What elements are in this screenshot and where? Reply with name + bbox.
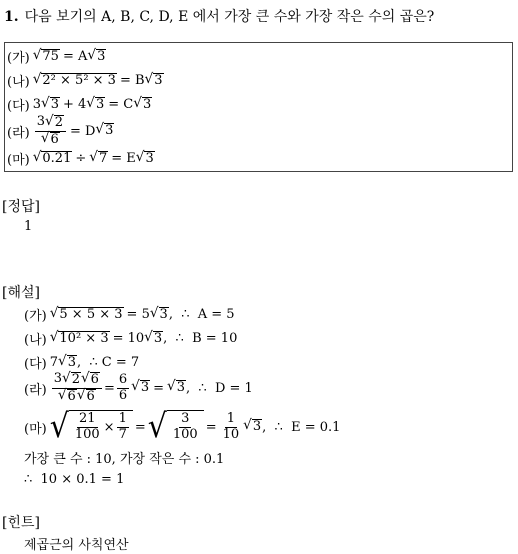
question — [4, 6, 434, 26]
sqrt: √ 3 — [131, 378, 150, 396]
explanation-summary: 가장 큰 수 : 10, 가장 작은 수 : 0.1 — [24, 452, 225, 467]
explanation-da: (다) 7 √ 3 , ∴ C = 7 — [24, 352, 140, 372]
choice-na: (나) √ 2² × 5² × 3 = B √ 3 — [7, 70, 163, 90]
explanation-na: (나) √ 10² × 3 = 10 √ 3 , ∴ B = 10 — [24, 328, 238, 348]
sqrt: √ 10² × 3 — [49, 328, 109, 346]
fraction: $\frac{1}{10}$ — [222, 410, 240, 442]
explanation-ra: (라) 3 √ 2 √ 6 √ 6 √ 6 = $\frac{6}{6}$ √ 3 = √ 3 , ∴ D = 1 — [24, 370, 253, 404]
fraction: 3 √ 2 √ 6 √ 6 √ 6 — [52, 372, 102, 405]
choices-box — [4, 42, 513, 172]
big-sqrt: √ $\frac{3}{100}$ — [148, 410, 204, 444]
fraction: 3 √ 2 √ 6 — [35, 115, 66, 148]
sqrt: √ 2² × 5² × 3 — [32, 70, 116, 88]
answer-label: [정답] — [2, 199, 40, 215]
sqrt: √ 3 — [144, 70, 163, 88]
choice-ma: (마) √ 0.21 ÷ √ 7 = E √ 3 — [7, 148, 154, 168]
sqrt: √ 3 — [243, 417, 262, 435]
sqrt: √ 3 — [95, 121, 114, 139]
sqrt: √ 3 — [57, 352, 76, 370]
question-text: 다음 보기의 A, B, C, D, E 에서 가장 큰 수와 가장 작은 수의 곱은? — [24, 9, 435, 25]
explanation-ga: (가) √ 5 × 5 × 3 = 5 √ 3 , ∴ A = 5 — [24, 304, 235, 324]
explanation-final: ∴ 10 × 0.1 = 1 — [24, 472, 125, 487]
sqrt: √ 3 — [133, 94, 152, 112]
sqrt: √ 3 — [135, 148, 154, 166]
hint-text: 제곱근의 사칙연산 — [24, 538, 129, 553]
sqrt: √ 3 — [86, 94, 105, 112]
sqrt: √ 3 — [144, 328, 163, 346]
fraction: $\frac{6}{6}$ — [118, 372, 128, 403]
sqrt: √ 3 — [149, 304, 168, 322]
answer-value: 1 — [24, 219, 33, 234]
sqrt: √ 75 — [32, 46, 59, 64]
explanation-label: [해설] — [2, 285, 40, 301]
explanation-ma: (마) √ $\frac{21}{100}$ × $\frac{1}{7}$ = √ $\frac{3}{100}$ = $\frac{1}{10}$ √ 3 , ∴ E = 0.1 — [24, 407, 341, 446]
sqrt: √ 0.21 — [32, 148, 72, 166]
sqrt: √ 7 — [89, 148, 108, 166]
sqrt: √ 3 — [167, 378, 186, 396]
choice-da: (다) 3 √ 3 + 4 √ 3 = C √ 3 — [7, 94, 152, 114]
sqrt: √ 5 × 5 × 3 — [49, 304, 123, 322]
choice-ra: (라) 3 √ 2 √ 6 = D √ 3 — [7, 113, 114, 147]
hint-label: [힌트] — [2, 515, 40, 531]
big-sqrt: √ $\frac{21}{100}$ × $\frac{1}{7}$ — [50, 410, 133, 444]
sqrt: √ 3 — [87, 46, 106, 64]
choice-tag: (가) — [7, 51, 30, 66]
question-number: 1. — [4, 9, 19, 25]
choice-ga: (가) √ 75 = A √ 3 — [7, 46, 106, 66]
sqrt: √ 3 — [40, 94, 59, 112]
